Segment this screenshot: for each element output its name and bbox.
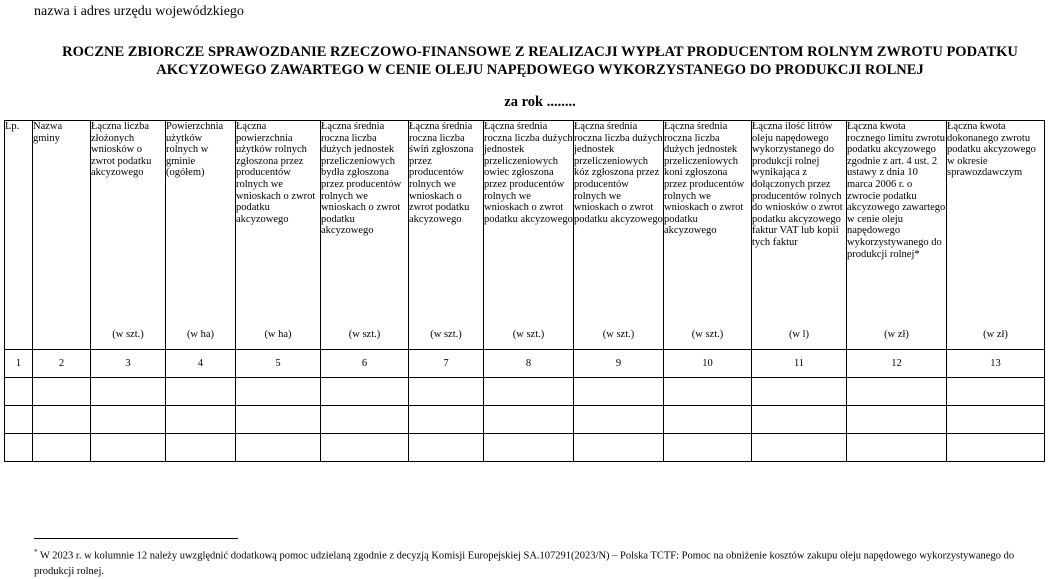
- column-header: [947, 121, 1045, 350]
- table-cell: [321, 406, 409, 434]
- column-number: 7: [409, 350, 484, 378]
- footnote: [34, 545, 1024, 579]
- table-cell: [321, 434, 409, 462]
- column-header-text: Łączna średnia roczna liczba dużych jednostek przeliczeniowych bydła zgłoszona przez producentów rolnych we wnioskach o zwrot podatku akcyzowego: [321, 121, 402, 237]
- table-cell: [947, 434, 1045, 462]
- column-number: 2: [33, 350, 91, 378]
- column-header: [236, 121, 321, 350]
- column-number-row: [5, 350, 1045, 378]
- column-header: [574, 121, 664, 350]
- column-header-text: Łączna średnia roczna liczba dużych jednostek przeliczeniowych kóz zgłoszona przez producentów rolnych we wnioskach o zwrot podatku akcyzowego: [574, 121, 663, 225]
- table-cell: [321, 378, 409, 406]
- column-header-text: Nazwa gminy: [33, 121, 63, 144]
- table-cell: [574, 434, 664, 462]
- column-number: 13: [947, 350, 1045, 378]
- table-cell: [409, 434, 484, 462]
- column-unit: (w szt.): [512, 329, 545, 341]
- office-name-label: nazwa i adres urzędu wojewódzkiego: [34, 4, 244, 19]
- table-cell: [33, 434, 91, 462]
- column-header-text: Łączna kwota rocznego limitu zwrotu podatku akcyzowego zgodnie z art. 4 ust. 2 ustawy z dnia 10 marca 2006 r. o zwrocie podatku akcyzowego zawartego w cenie oleju napędowego wykorzystywanego do produkcji rolnej*: [847, 121, 946, 260]
- table-cell: [91, 434, 166, 462]
- column-header: [321, 121, 409, 350]
- table-cell: [574, 406, 664, 434]
- table-cell: [664, 378, 752, 406]
- table-row: [5, 406, 1045, 434]
- table-cell: [484, 434, 574, 462]
- header-row: [5, 121, 1045, 350]
- table-cell: [664, 434, 752, 462]
- table-cell: [947, 406, 1045, 434]
- footnote-divider: [34, 538, 238, 539]
- column-header: [5, 121, 33, 350]
- column-number: 8: [484, 350, 574, 378]
- column-number: 5: [236, 350, 321, 378]
- table-row: [5, 378, 1045, 406]
- column-unit: (w ha): [186, 329, 215, 341]
- table-cell: [574, 378, 664, 406]
- footnote-text: W 2023 r. w kolumnie 12 należy uwzględnić dodatkową pomoc udzielaną zgodnie z decyzją Komisji Europejskiej SA.107291(2023/N) – Polska TCTF: Pomoc na obniżenie kosztów zakupu oleju napędowego wykorzystywanego do produkcji rolnej.: [34, 550, 1015, 577]
- table-cell: [5, 378, 33, 406]
- table-cell: [752, 378, 847, 406]
- column-header-text: Łączna średnia roczna liczba dużych jednostek przeliczeniowych owiec zgłoszona przez producentów rolnych we wnioskach o zwrot podatku akcyzowego: [484, 121, 573, 225]
- column-number: 9: [574, 350, 664, 378]
- column-unit: (w szt.): [112, 329, 144, 341]
- column-header-text: Łączna powierzchnia użytków rolnych zgłoszona przez producentów rolnych we wnioskach o zwrot podatku akcyzowego: [236, 121, 316, 225]
- report-table: [4, 120, 1045, 462]
- table-cell: [752, 434, 847, 462]
- table-cell: [33, 406, 91, 434]
- column-number: 10: [664, 350, 752, 378]
- column-unit: (w szt.): [430, 329, 462, 341]
- table-cell: [5, 406, 33, 434]
- table-cell: [33, 378, 91, 406]
- column-header: [33, 121, 91, 350]
- table-cell: [166, 378, 236, 406]
- column-unit: (w szt.): [348, 329, 381, 341]
- column-header: [847, 121, 947, 350]
- column-header-text: Łączna kwota dokonanego zwrotu podatku akcyzowego w okresie sprawozdawczym: [947, 121, 1036, 179]
- column-header: [166, 121, 236, 350]
- table-cell: [484, 406, 574, 434]
- column-header-text: Łączna średnia roczna liczba świń zgłoszona przez producentów rolnych we wnioskach o zwrot podatku akcyzowego: [409, 121, 474, 225]
- table-cell: [236, 434, 321, 462]
- table-cell: [664, 406, 752, 434]
- report-year: za rok ........: [504, 94, 576, 110]
- column-unit: (w l): [788, 329, 810, 341]
- footnote-marker: *: [34, 548, 38, 556]
- table-cell: [847, 378, 947, 406]
- column-header: [484, 121, 574, 350]
- table-cell: [409, 378, 484, 406]
- column-unit: (w zł): [884, 329, 909, 341]
- table-cell: [91, 406, 166, 434]
- column-unit: (w ha): [264, 329, 292, 341]
- column-header: [91, 121, 166, 350]
- title-line-2: AKCYZOWEGO ZAWARTEGO W CENIE OLEJU NAPĘDOWEGO WYKORZYSTANEGO DO PRODUKCJI ROLNEJ: [156, 62, 924, 78]
- column-number: 1: [5, 350, 33, 378]
- column-header-text: Powierzchnia użytków rolnych w gminie (ogółem): [166, 121, 224, 179]
- column-unit: (w szt.): [691, 329, 724, 341]
- column-number: 6: [321, 350, 409, 378]
- table-cell: [166, 434, 236, 462]
- column-header-text: Łączna liczba złożonych wniosków o zwrot podatku akcyzowego: [91, 121, 152, 179]
- column-header: [664, 121, 752, 350]
- column-number: 3: [91, 350, 166, 378]
- table-cell: [947, 378, 1045, 406]
- table-cell: [236, 406, 321, 434]
- column-header-text: Łączna ilość litrów oleju napędowego wykorzystanego do produkcji rolnej wynikająca z dołączonych przez producentów rolnych do wniosków o zwrot podatku akcyzowego faktur VAT lub kopii tych faktur: [752, 121, 843, 248]
- table-cell: [752, 406, 847, 434]
- title-line-1: ROCZNE ZBIORCZE SPRAWOZDANIE RZECZOWO-FINANSOWE Z REALIZACJI WYPŁAT PRODUCENTOM ROLNYM ZWROTU PODATKU: [62, 44, 1018, 60]
- table-cell: [5, 434, 33, 462]
- column-number: 11: [752, 350, 847, 378]
- table-cell: [847, 434, 947, 462]
- table-cell: [847, 406, 947, 434]
- table-cell: [484, 378, 574, 406]
- table-cell: [409, 406, 484, 434]
- report-title: [40, 43, 1040, 79]
- table-cell: [236, 378, 321, 406]
- column-number: 12: [847, 350, 947, 378]
- column-unit: (w szt.): [602, 329, 635, 341]
- column-header-text: Łączna średnia roczna liczba dużych jednostek przeliczeniowych koni zgłoszona przez producentów rolnych we wnioskach o zwrot podatku akcyzowego: [664, 121, 745, 237]
- column-header: [409, 121, 484, 350]
- column-header: [752, 121, 847, 350]
- column-unit: (w zł): [983, 329, 1008, 341]
- table-cell: [166, 406, 236, 434]
- column-number: 4: [166, 350, 236, 378]
- table-cell: [91, 378, 166, 406]
- table-row: [5, 434, 1045, 462]
- column-header-text: Lp.: [5, 121, 20, 132]
